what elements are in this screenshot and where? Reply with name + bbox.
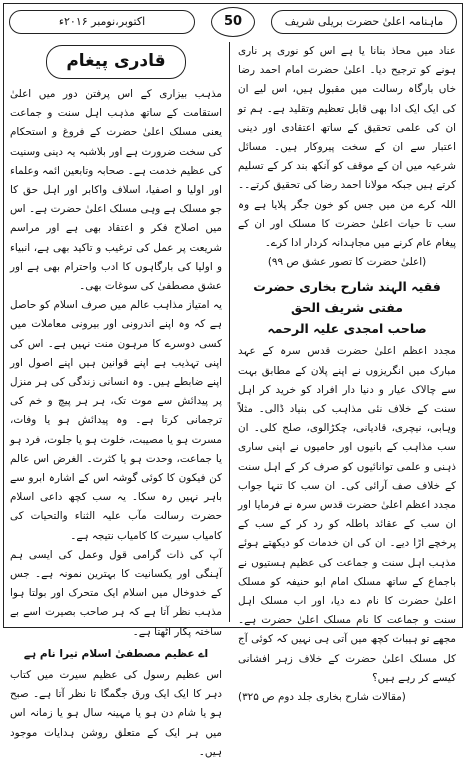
page-number: 50 xyxy=(211,7,255,37)
right-column xyxy=(238,42,456,704)
issue-date: اکتوبر،نومبر ۲۰۱۶ء xyxy=(9,10,195,34)
article-title: قادری پیغام xyxy=(46,45,186,79)
source-citation: (اعلیٰ حضرت کا تصور عشق ص ۹۹) xyxy=(267,256,427,269)
section-heading: فقیہ الہند شارح بخاری حضرت مفتی شریف الحق xyxy=(253,279,441,316)
page-header xyxy=(3,3,463,39)
body-paragraph: عناد میں محاذ بنانا یا ہے اس کو نوری پر ناری ہونے کو ترجیح دیا۔ اعلیٰ حضرت امام احمد رضا خاں بارگاہ رسالت میں مقبول ہیں، اس لیے ان کی ایک ایک ادا بھی قابل تعظیم وتقلید ہے۔ ہم تو ان کی علمی تحقیق کے ساتھ اعتقادی اور دینی اعتبار سے ان کے سخت پیروکار ہیں۔ مسائل شرعیہ میں ان کے موقف کو آنکھ بند کر کے تسلیم کرتے ہیں جبکہ مولانا احمد رضا کی تحقیق کرتے۔۔ اللہ کرے من میں جس کو خون جگر پلایا ہے وہ سب تا حیات اعلیٰ حضرت کا مسلک اور ان کے پیغام عام کرنے میں مجاہدانہ کردار ادا کرے۔ xyxy=(238,45,456,250)
body-paragraph: یہ امتیاز مذاہب عالم میں صرف اسلام کو حاصل ہے کہ وہ اپنے اندرونی اور بیرونی معاملات میں کسی دوسرے کا مرہون منت نہیں ہے۔ اس کی اپنی تہذیب ہے اپنے قوانین ہیں اپنے اصول اور اپنے ضابطے ہیں۔ وہ انسانی زندگی کی ہر منزل پر پیدائش سے موت تک، ہر ہر پیچ و خم کی ترجمانی کرتا ہے۔ وہ پیدائش ہو یا وفات، مسرت ہو یا مصیبت، خلوت ہو یا جلوت، فرد ہو یا جماعت، وحدت ہو یا کثرت۔ الغرض اس عالم کن فیکون کا کوئی گوشہ اس کے اشارہ ابرو سے باہر نہیں رہ سکا۔ یہ سب کچھ داعی اسلام حضرت رسالت مآب علیہ الثناء والتحیات کی کامیاب سیرت کا کامیاب نتیجہ ہے۔ xyxy=(10,299,222,542)
left-column xyxy=(10,42,222,758)
body-paragraph: مذہب بیزاری کے اس پرفتن دور میں اعلیٰ استقامت کے ساتھ مذہب اہل سنت و جماعت یعنی مسلک اعلیٰ حضرت کے فروغ و استحکام کی سخت ضرورت ہے اور بلاشبہ یہ دینی وسنیت کی عظیم خدمت ہے۔ صحابہ وتابعین ائمہ وعلماء اور اولیا و اصفیا، اسلاف واکابر اور اہل حق کا جو مسلک ہے وہی مسلک اعلیٰ حضرت ہے۔ اس میں اصلاح فکر و اعتقاد بھی ہے اور مراسم شریعت پر عمل کی ترغیب و تاکید بھی ہے، انبیاء و اولیا کی بارگاہوں کا ادب واحترام بھی ہے اور عشق مصطفیٰ کی سوغات بھی۔ xyxy=(10,88,222,293)
quote-paragraph: مجدد اعظم اعلیٰ حضرت قدس سرہ کے عہد مبارک میں انگریزوں نے اپنے پلان کے مطابق بہت سے چالاک عیار و دنیا دار افراد کو خرید کر اہل سنت کے خلاف نئی مذاہب کی بنیاد ڈالی۔ مثلاً وہابی، نیچری، قادیانی، چکڑالوی، صلح کلی۔ ان سب مذاہب کے بانیوں اور حامیوں نے اپنی ساری ذہنی و علمی توانائیوں کو صرف کر کے اہل سنت کے خلاف صف آرائی کی۔ ان سب کا تنہا جواب مجدد اعظم اعلیٰ حضرت قدس سرہ نے فرمایا اور ان سب کے عقائد باطلہ کو رد کر کے سب کے پرخچے اڑا دیے۔ ان کی ان خدمات کو دیکھتے ہوئے مذہب اہل سنت و جماعت کی عظیم ہستیوں نے باجماع کے ساتھ مسلک امام ابو حنیفہ کو مسلک اعلیٰ حضرت کا نام دے دیا، اور اب مسلک اہل سنت و جماعت کا نام مسلک اعلیٰ حضرت ہے۔ مجھے تو ہیبات کچھ میں آتی ہی نہیں کہ کوئی آج کل مسلک اعلیٰ حضرت کے خلاف زہر افشانی کیسے کر رہے ہیں؟ xyxy=(238,345,456,684)
body-paragraph: آپ کی ذات گرامی قول وعمل کی ایسی ہم آہنگی اور یکسانیت کا بہترین نمونہ ہے۔ جس کے خدوخال میں اسلام ایک متحرک اور بولتا ہوا مذہب نظر آتا ہے کہ ہر صاحب بصیرت اسے بے ساختہ پکار اٹھتا ہے۔ xyxy=(10,548,222,638)
magazine-name: ماہنامہ اعلیٰ حضرت بریلی شریف xyxy=(271,10,457,34)
source-citation: (مقالات شارح بخاری جلد دوم ص ۳۲۵) xyxy=(238,691,406,704)
column-divider xyxy=(229,42,230,622)
verse-line: اے عظیم مصطفیٰ اسلام تیرا نام ہے xyxy=(23,647,209,660)
section-subheading: صاحب امجدی علیہ الرحمہ xyxy=(267,321,427,337)
body-paragraph: اس عظیم رسول کی عظیم سیرت میں کتاب دہر کا ایک ایک ورق جگمگا تا نظر آتا ہے۔ صبح ہو یا شام دن ہو یا مہینہ سال ہو یا زمانہ اس میں ہر ایک کے متعلق روشن ہدایات موجود ہیں۔ xyxy=(10,668,222,758)
